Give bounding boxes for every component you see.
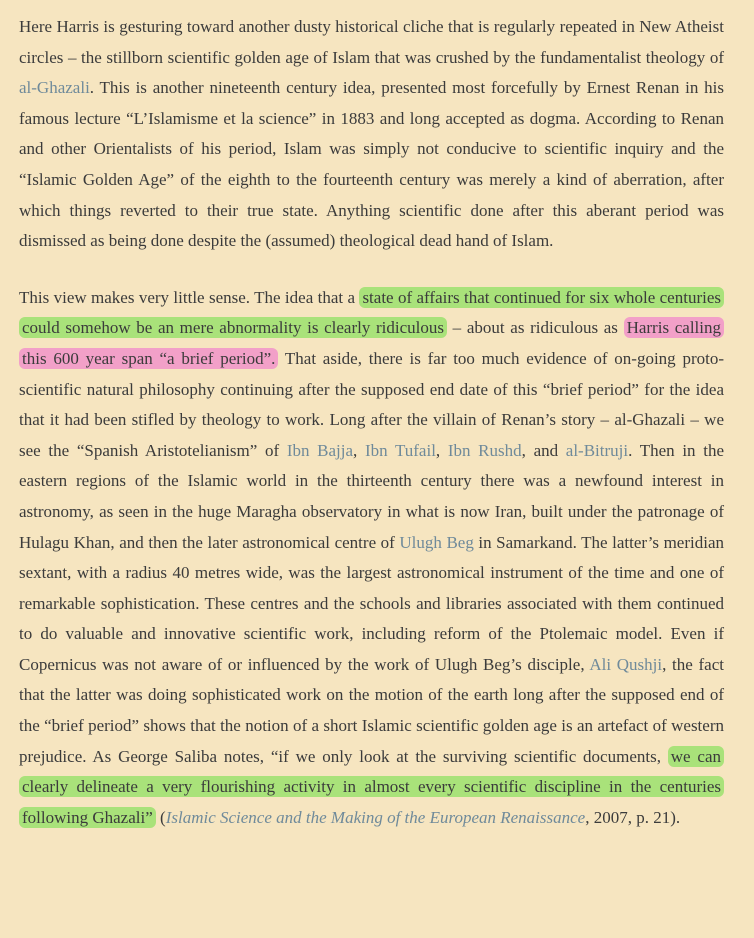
- text-segment: , 2007, p. 21).: [585, 807, 681, 827]
- text-segment: ,: [353, 440, 365, 460]
- green-highlight: state of affairs that continued for six whole centuries could somehow be an mere abnormality is clearly ridiculous: [19, 287, 724, 339]
- paragraph-2: [19, 283, 724, 834]
- green-highlight: we can clearly delineate a very flourishing activity in almost every scientific discipline in the centuries following Ghazali”: [19, 746, 724, 828]
- text-segment: , and: [521, 440, 566, 460]
- link-al-bitruji[interactable]: al-Bitruji: [565, 440, 629, 460]
- text-segment: . Then in the eastern regions of the Islamic world in the thirteenth century there was a newfound interest in astronomy, as seen in the huge Maragha observatory in what is now Iran, built under the patronage of Hulagu Khan, and then the later astronomical centre of: [19, 440, 724, 552]
- text-segment: in Samarkand. The latter’s meridian sextant, with a radius 40 metres wide, was the largest astronomical instrument of the time and one of remarkable sophistication. These centres and the schools and libraries associated with them continued to do valuable and innovative scientific work, including reform of the Ptolemaic model. Even if Copernicus was not aware of or influenced by the work of Ulugh Beg’s disciple,: [19, 532, 725, 674]
- text-segment: – about as ridiculous as: [447, 318, 624, 338]
- pink-highlight: Harris calling this 600 year span “a brief period”.: [19, 317, 724, 369]
- text-segment: Here Harris is gesturing toward another dusty historical cliche that is regularly repeated in New Atheist circles – the stillborn scientific golden age of Islam that was crushed by the fundamentalist theology of: [19, 17, 724, 67]
- link-ali-qushji[interactable]: Ali Qushji: [589, 654, 663, 674]
- text-segment: , the fact that the latter was doing sophisticated work on the motion of the earth long after the supposed end of the “brief period” shows that the notion of a short Islamic scientific golden age is an artefact of western prejudice. As George Saliba notes, “if we only look at the surviving scientific documents,: [19, 654, 724, 766]
- text-segment: This view makes very little sense. The idea that a: [19, 287, 360, 307]
- link-ibn-tufail[interactable]: Ibn Tufail: [364, 440, 436, 460]
- text-segment: That aside, there is far too much evidence of on-going proto-scientific natural philosophy continuing after the supposed end date of this “brief period” for the idea that it had been stifled by theology to work. Long after the villain of Renan’s story – al-Ghazali – we see the “Spanish Aristotelianism” of: [19, 348, 724, 460]
- link-ulugh-beg[interactable]: Ulugh Beg: [399, 532, 474, 552]
- link-ibn-bajja[interactable]: Ibn Bajja: [286, 440, 354, 460]
- text-segment: . This is another nineteenth century idea, presented most forcefully by Ernest Renan in his famous lecture “L’Islamisme et la science” in 1883 and long accepted as dogma. According to Renan and other Orientalists of his period, Islam was simply not conducive to scientific inquiry and the “Islamic Golden Age” of the eighth to the fourteenth century was merely a kind of aberration, after which things reverted to their true state. Anything scientific done after this aberant period was dismissed as being done despite the (assumed) theological dead hand of Islam.: [19, 78, 724, 251]
- citation-title: Islamic Science and the Making of the European Renaissance: [165, 807, 586, 827]
- text-segment: (: [155, 807, 166, 827]
- link-al-ghazali[interactable]: al-Ghazali: [19, 78, 90, 98]
- text-segment: ,: [435, 440, 448, 460]
- article-body: [19, 12, 724, 859]
- paragraph-1: [19, 12, 724, 257]
- link-ibn-rushd[interactable]: Ibn Rushd: [447, 440, 522, 460]
